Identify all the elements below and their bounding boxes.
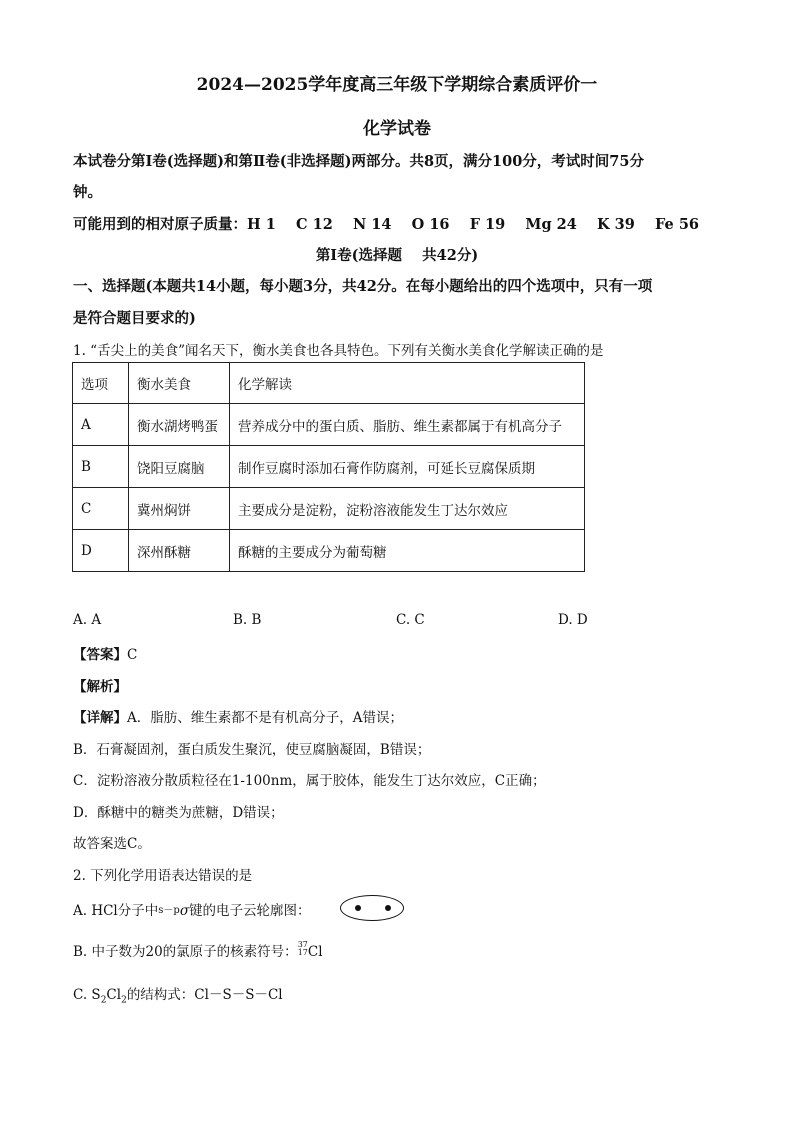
- table-header-cell: 选项: [73, 363, 129, 404]
- explanation-conclusion: 故答案选C。: [73, 836, 151, 852]
- q1-answer: [73, 643, 137, 663]
- explanation-a: A．脂肪、维生素都不是有机高分子，A错误；: [127, 710, 403, 726]
- table-cell: 营养成分中的蛋白质、脂肪、维生素都属于有机高分子: [230, 404, 585, 446]
- table-cell: 饶阳豆腐脑: [129, 446, 230, 488]
- table-cell: 制作豆腐时添加石膏作防腐剂，可延长豆腐保质期: [230, 446, 585, 488]
- detail-label: 【详解】: [73, 710, 127, 726]
- table-cell: 深州酥糖: [129, 530, 230, 572]
- element-symbol: Cl: [307, 944, 323, 960]
- explanation-b: B．石膏凝固剂，蛋白质发生聚沉，使豆腐脑凝固，B错误；: [73, 742, 431, 758]
- table-header-row: [73, 363, 585, 404]
- q1-option-d[interactable]: D. D: [558, 612, 588, 628]
- exam-subject: 化学试卷: [363, 119, 431, 139]
- q2-option-a-suffix: 键的电子云轮廓图：: [189, 903, 311, 919]
- q1-stem: 1. “舌尖上的美食”闻名天下，衡水美食也各具特色。下列有关衡水美食化学解读正确的是: [73, 343, 604, 359]
- q1-table: [72, 362, 585, 572]
- nucleus-dot-right: [385, 905, 391, 911]
- q2-option-c-mid: Cl: [106, 987, 122, 1003]
- section-heading-line-1: 一、选择题(本题共14小题，每小题3分，共42分。在每小题给出的四个选项中，只有一项: [73, 278, 653, 295]
- answer-label: 【答案】: [73, 647, 127, 663]
- intro-line-2: 钟。: [73, 184, 102, 201]
- table-cell: A: [73, 404, 129, 446]
- table-cell: 衡水湖烤鸭蛋: [129, 404, 230, 446]
- nuclide-numbers: [298, 941, 308, 957]
- nucleus-dot-left: [355, 905, 361, 911]
- q2-option-c-prefix: C. S: [73, 987, 101, 1003]
- table-header-cell: 衡水美食: [129, 363, 230, 404]
- q2-stem: 2. 下列化学用语表达错误的是: [73, 868, 253, 884]
- q2-option-a-sigma: σ: [179, 903, 190, 919]
- table-cell: 酥糖的主要成分为葡萄糖: [230, 530, 585, 572]
- mass-number: 37: [297, 940, 308, 949]
- table-cell: C: [73, 488, 129, 530]
- analysis-label: 【解析】: [73, 679, 127, 695]
- q1-option-a[interactable]: A. A: [73, 612, 102, 628]
- explanation-d: D．酥糖中的糖类为蔗糖，D错误；: [73, 805, 284, 821]
- exam-title: 2024—2025学年度高三年级下学期综合素质评价一: [196, 75, 598, 95]
- table-header-cell: 化学解读: [230, 363, 585, 404]
- table-cell: 主要成分是淀粉，淀粉溶液能发生丁达尔效应: [230, 488, 585, 530]
- section-title: 第Ⅰ卷(选择题 共42分): [315, 247, 479, 264]
- q2-option-c-sub2: 2: [121, 995, 127, 1006]
- q2-option-c-suffix: 的结构式：Cl－S－S－Cl: [126, 987, 283, 1003]
- electron-cloud-ellipse: [340, 895, 404, 921]
- section-heading-line-2: 是符合题目要求的): [73, 310, 196, 327]
- q2-option-a-prefix: A. HCl分子中: [73, 903, 159, 919]
- q1-option-b[interactable]: B. B: [233, 612, 262, 628]
- q2-option-a[interactable]: [73, 899, 311, 919]
- table-row: [73, 446, 585, 488]
- table-row: [73, 488, 585, 530]
- q1-detail-a: [73, 706, 403, 726]
- answer-value: C: [127, 647, 138, 663]
- table-cell: B: [73, 446, 129, 488]
- atomic-masses: 可能用到的相对原子质量：H 1 C 12 N 14 O 16 F 19 Mg 24 K 39 Fe 56: [73, 216, 700, 233]
- q2-option-c[interactable]: [73, 983, 283, 1006]
- atomic-number: 17: [297, 948, 308, 957]
- table-cell: 冀州焖饼: [129, 488, 230, 530]
- q2-option-a-sp: s－p: [158, 905, 180, 916]
- table-cell: D: [73, 530, 129, 572]
- q2-option-c-sub1: 2: [100, 995, 107, 1006]
- q2-option-b-prefix: B. 中子数为20的氯原子的核素符号：: [73, 944, 298, 960]
- table-row: [73, 530, 585, 572]
- intro-line-1: 本试卷分第Ⅰ卷(选择题)和第Ⅱ卷(非选择题)两部分。共8页，满分100分，考试时间75分: [73, 153, 644, 170]
- table-row: [73, 404, 585, 446]
- q1-option-c[interactable]: C. C: [396, 612, 425, 628]
- explanation-c: C．淀粉溶液分散质粒径在1-100nm，属于胶体，能发生丁达尔效应，C正确；: [73, 773, 546, 789]
- q2-option-b[interactable]: [73, 940, 323, 960]
